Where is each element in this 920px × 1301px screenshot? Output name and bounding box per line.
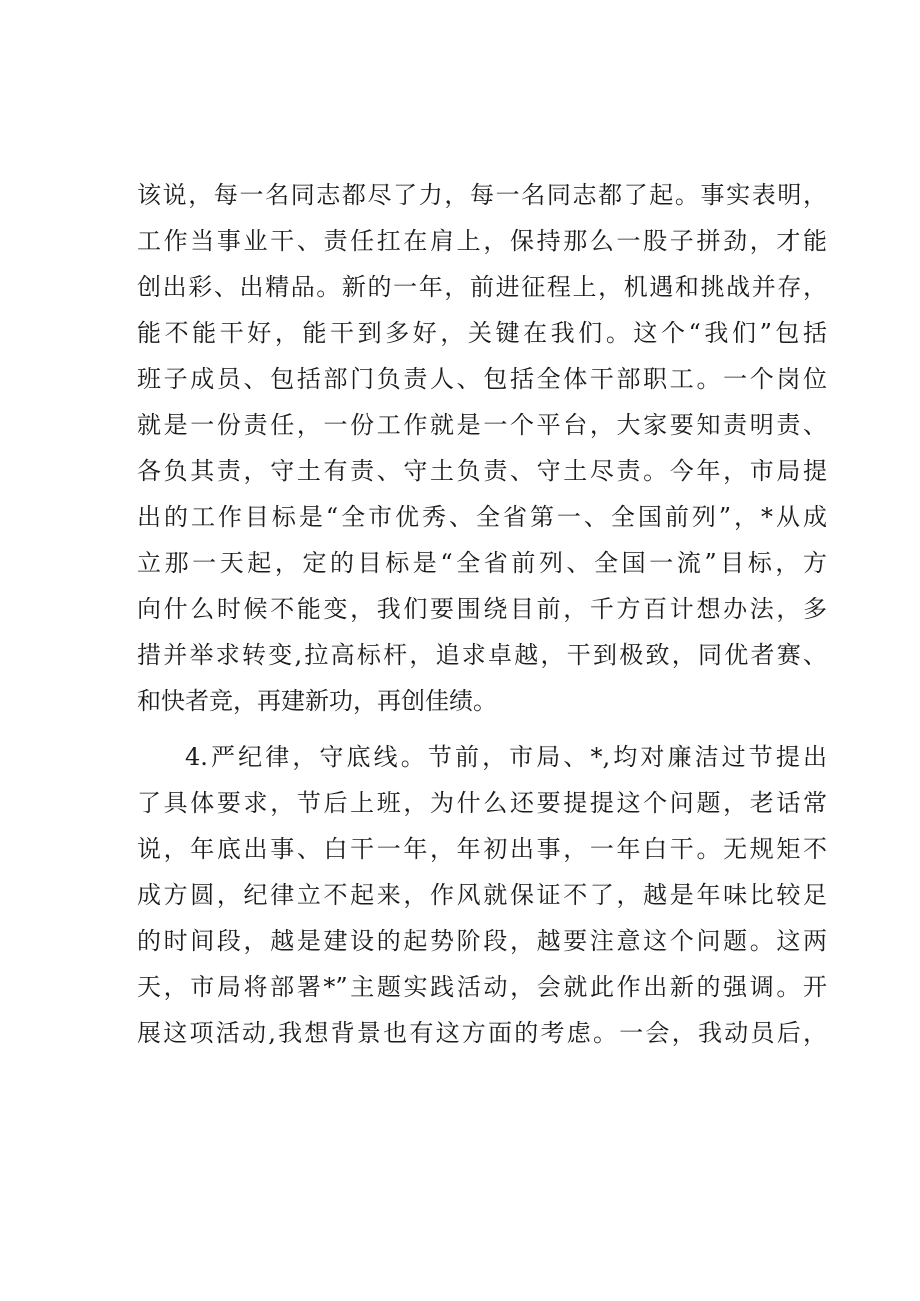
- text-line: 立那一天起，定的目标是“全省前列、全国一流”目标，方: [137, 549, 827, 577]
- paragraph-1: [137, 172, 827, 724]
- text-line: 就是一份责任，一份工作就是一个平台，大家要知责明责、: [137, 411, 827, 439]
- text-line: 工作当事业干、责任扛在肩上，保持那么一股子拼劲，才能: [137, 227, 827, 255]
- text-line: 出的工作目标是“全市优秀、全省第一、全国前列”，*从成: [137, 503, 827, 531]
- text-line: 天，市局将部署*”主题实践活动，会就此作出新的强调。开: [137, 973, 827, 1001]
- text-line: 展这项活动,我想背景也有这方面的考虑。一会，我动员后，: [137, 1019, 827, 1047]
- text-line: 成方圆，纪律立不起来，作风就保证不了，越是年味比较足: [137, 881, 827, 909]
- text-line: 4.严纪律，守底线。节前，市局、*,均对廉洁过节提出: [185, 743, 827, 771]
- text-line: 各负其责，守土有责、守土负责、守土尽责。今年，市局提: [137, 457, 827, 485]
- paragraph-2: [137, 734, 827, 1056]
- body-text: [137, 172, 827, 1056]
- text-line: 创出彩、出精品。新的一年，前进征程上，机遇和挑战并存，: [137, 273, 827, 301]
- text-line: 了具体要求，节后上班，为什么还要提提这个问题，老话常: [137, 789, 827, 817]
- text-line: 说，年底出事、白干一年，年初出事，一年白干。无规矩不: [137, 835, 827, 863]
- text-line: 班子成员、包括部门负责人、包括全体干部职工。一个岗位: [137, 365, 827, 393]
- text-line: 向什么时候不能变，我们要围绕目前，千方百计想办法，多: [137, 595, 827, 623]
- text-line: 和快者竞，再建新功，再创佳绩。: [137, 687, 497, 715]
- text-line: 能不能干好，能干到多好，关键在我们。这个“我们”包括: [137, 319, 827, 347]
- text-line: 的时间段，越是建设的起势阶段，越要注意这个问题。这两: [137, 927, 827, 955]
- text-line: 措并举求转变,拉高标杆，追求卓越，干到极致，同优者赛、: [137, 641, 827, 669]
- text-line: 该说，每一名同志都尽了力，每一名同志都了起。事实表明，: [137, 181, 827, 209]
- paragraph-spacer: [137, 724, 827, 734]
